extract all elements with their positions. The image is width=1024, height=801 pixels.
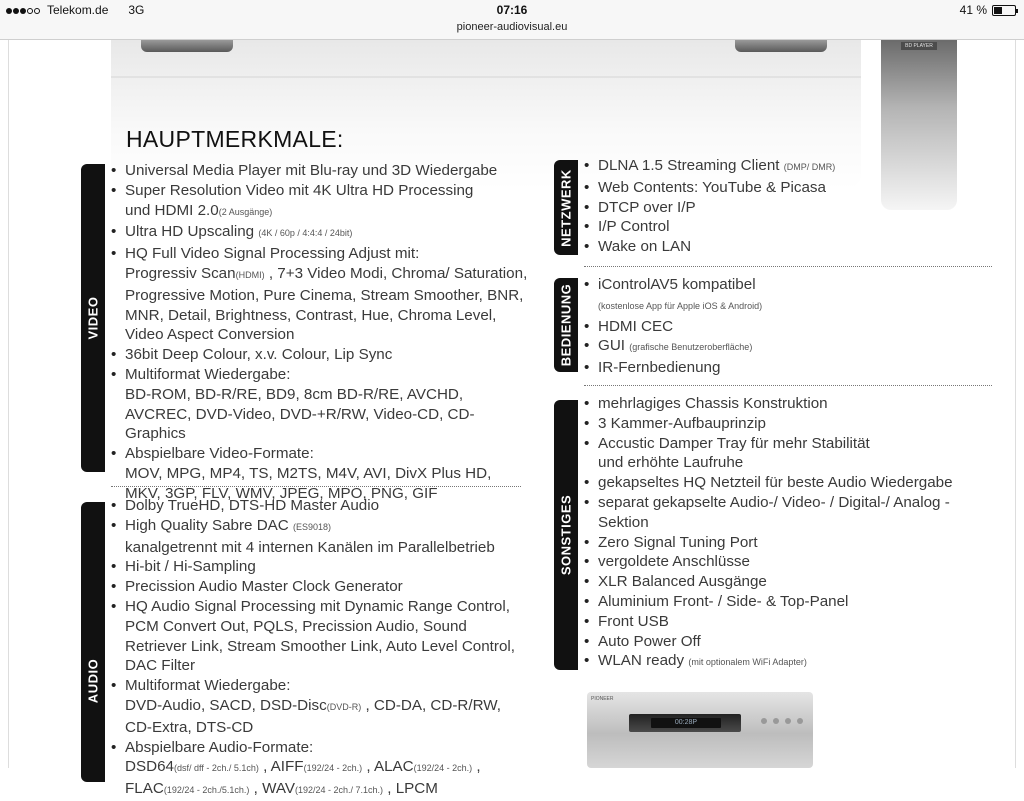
feature-text: Abspielbare Audio-Formate: [125, 738, 314, 756]
feature-item [111, 365, 531, 444]
video-feature-list [111, 161, 531, 504]
feature-item [111, 222, 531, 244]
tab-sonstiges-label: SONSTIGES [558, 494, 574, 576]
feature-note: (ES9018) [293, 521, 332, 532]
feature-note: (192/24 - 2ch./ 7.1ch.) [294, 785, 384, 796]
hero-line [111, 76, 861, 78]
player-buttons [761, 718, 803, 724]
feature-item [111, 676, 531, 737]
sonstiges-feature-list [584, 394, 984, 673]
feature-text: iControlAV5 kompatibel [598, 276, 756, 293]
product-photo-player [587, 692, 813, 768]
divider-netzwerk-bedienung [584, 266, 992, 267]
feature-text: , ALAC [366, 758, 414, 776]
player-foot-left [141, 40, 233, 52]
feature-text: WLAN ready [598, 652, 685, 670]
netzwerk-feature-list [584, 156, 984, 257]
divider-bedienung-sonstiges [584, 385, 992, 386]
feature-continuation [125, 385, 531, 444]
feature-item [111, 444, 531, 503]
tab-video-label: VIDEO [85, 296, 101, 340]
clock: 07:16 [496, 3, 528, 17]
feature-item [584, 394, 984, 414]
feature-text: DSD64 [125, 758, 174, 776]
battery-icon [992, 5, 1016, 16]
feature-continuation [125, 538, 531, 558]
feature-text: Hi-bit / Hi-Sampling [125, 558, 256, 576]
feature-item [111, 161, 531, 181]
feature-item [111, 345, 531, 365]
feature-text: , [476, 758, 481, 776]
url-text: pioneer-audiovisual.eu [456, 21, 568, 33]
feature-text: Auto Power Off [598, 632, 701, 650]
feature-note: (mit optionalem WiFi Adapter) [688, 657, 807, 668]
feature-text: Accustic Damper Tray für mehr Stabilität [598, 434, 870, 452]
feature-text: Super Resolution Video mit 4K Ultra HD Processing [125, 181, 474, 199]
feature-text: und HDMI 2.0 [125, 201, 219, 219]
feature-text: , LPCM [387, 780, 438, 798]
feature-text: Dolby TrueHD, DTS-HD Master Audio [125, 497, 380, 514]
feature-text: High Quality Sabre DAC [125, 516, 289, 534]
feature-note: (DMP/ DMR) [783, 162, 836, 172]
feature-text: Ultra HD Upscaling [125, 223, 255, 241]
feature-note: (192/24 - 2ch./5.1ch.) [163, 785, 250, 796]
feature-item [584, 612, 984, 632]
feature-note: (grafische Benutzeroberfläche) [629, 342, 753, 353]
feature-text: Multiformat Wiedergabe: [125, 365, 291, 383]
feature-text: Front USB [598, 612, 669, 630]
player-foot-right [735, 40, 827, 52]
feature-text: mehrlagiges Chassis Konstruktion [598, 395, 828, 412]
feature-item [584, 592, 984, 612]
feature-item [584, 198, 984, 218]
feature-text: 3 Kammer-Aufbauprinzip [598, 414, 766, 432]
feature-text: kanalgetrennt mit 4 internen Kanälen im Parallelbetrieb [125, 538, 495, 556]
feature-item [584, 632, 984, 652]
feature-text: HQ Full Video Signal Processing Adjust mit: [125, 245, 420, 263]
address-bar[interactable] [0, 20, 1024, 40]
player-display: 00:28P [651, 718, 721, 728]
feature-item [111, 557, 531, 577]
feature-item [584, 572, 984, 592]
feature-item [584, 156, 984, 178]
tab-audio-label: AUDIO [85, 658, 101, 704]
tab-bedienung [554, 278, 578, 372]
feature-text: GUI [598, 337, 626, 355]
feature-text: BD-ROM, BD-R/RE, BD9, 8cm BD-R/RE, AVCHD, AVCREC, DVD-Video, DVD-+R/RW, Video-CD, CD-Graphics [125, 385, 475, 443]
feature-text: DLNA 1.5 Streaming Client [598, 157, 780, 174]
carrier-name: Telekom.de [47, 3, 109, 17]
feature-text: gekapseltes HQ Netzteil für beste Audio Wiedergabe [598, 474, 953, 492]
feature-continuation [125, 264, 531, 345]
tab-audio [81, 502, 105, 782]
feature-text: Multiformat Wiedergabe: [125, 677, 291, 695]
feature-item [111, 516, 531, 558]
feature-item [584, 552, 984, 572]
feature-text: Aluminium Front- / Side- & Top-Panel [598, 592, 849, 610]
feature-text: 36bit Deep Colour, x.v. Colour, Lip Sync [125, 346, 393, 364]
feature-note: (DVD-R) [326, 701, 362, 712]
feature-text: XLR Balanced Ausgänge [598, 573, 767, 591]
tab-netzwerk [554, 160, 578, 255]
feature-text: DTCP over I/P [598, 198, 696, 216]
feature-item [584, 493, 984, 533]
feature-text: HQ Audio Signal Processing mit Dynamic Range Control, PCM Convert Out, PQLS, Precission Audio, Sound Retriever Link, Stream Smoother Link, Auto Level Control, DAC Filter [125, 597, 515, 675]
feature-text: und erhöhte Laufruhe [598, 454, 744, 472]
disc-tray [629, 714, 741, 732]
feature-item [584, 473, 984, 493]
feature-text: , CD-DA, CD-R/RW, CD-Extra, DTS-CD [125, 696, 501, 736]
divider-video-audio [111, 486, 521, 487]
feature-item [584, 237, 984, 257]
tab-bedienung-label: BEDIENUNG [558, 283, 574, 367]
feature-item [584, 178, 984, 198]
feature-text: separat gekapselte Audio-/ Video- / Digital-/ Analog - Sektion [598, 493, 950, 531]
feature-continuation [125, 201, 531, 223]
feature-text: Abspielbare Video-Formate: [125, 445, 314, 463]
remote-label: BD PLAYER [901, 42, 937, 50]
feature-text: IR-Fernbedienung [598, 359, 721, 377]
feature-item [111, 597, 531, 676]
feature-note: (2 Ausgänge) [218, 206, 273, 217]
feature-text: Wake on LAN [598, 238, 692, 256]
feature-item [111, 738, 531, 801]
feature-item [584, 414, 984, 434]
feature-item [584, 336, 984, 358]
status-bar [0, 0, 1024, 20]
tab-netzwerk-label: NETZWERK [558, 168, 574, 247]
feature-continuation [598, 453, 984, 473]
feature-text: Universal Media Player mit Blu-ray und 3D Wiedergabe [125, 162, 498, 179]
feature-item [584, 434, 984, 474]
feature-note: (kostenlose App für Apple iOS & Android) [598, 300, 763, 311]
feature-text: MOV, MPG, MP4, TS, M2TS, M4V, AVI, DivX Plus HD, MKV, 3GP, FLV, WMV, JPEG, MPO, PNG, GIF [125, 464, 492, 502]
feature-text: HDMI CEC [598, 317, 674, 335]
feature-text: FLAC [125, 780, 164, 798]
feature-item [584, 651, 984, 673]
feature-item [111, 181, 531, 223]
feature-text: , AIFF [263, 758, 304, 776]
feature-item [111, 496, 531, 516]
feature-item [584, 275, 984, 317]
tab-video [81, 164, 105, 472]
feature-item [584, 358, 984, 378]
feature-text: , WAV [253, 780, 295, 798]
feature-note: (dsf/ dff - 2ch./ 5.1ch) [173, 763, 259, 774]
feature-item [111, 577, 531, 597]
feature-text: Web Contents: YouTube & Picasa [598, 178, 826, 196]
feature-item [584, 217, 984, 237]
feature-item [111, 244, 531, 345]
feature-text: , 7+3 Video Modi, Chroma/ Saturation, Progressive Motion, Pure Cinema, Stream Smoother, BNR, MNR, Detail, Brightness, Contrast, Hue, Chroma Level, Video Aspect Conversion [125, 264, 528, 344]
feature-text: Progressiv Scan [125, 264, 236, 282]
audio-feature-list [111, 496, 531, 801]
feature-continuation [598, 295, 984, 317]
feature-continuation [125, 757, 531, 801]
feature-note: (4K / 60p / 4:4:4 / 24bit) [258, 228, 353, 239]
player-brand: PIONEER [591, 696, 614, 702]
tab-sonstiges [554, 400, 578, 670]
page-title: HAUPTMERKMALE: [126, 126, 344, 152]
feature-note: (192/24 - 2ch.) [303, 763, 363, 774]
feature-text: vergoldete Anschlüsse [598, 553, 750, 571]
feature-text: I/P Control [598, 218, 670, 236]
network-type: 3G [128, 3, 145, 17]
feature-text: DVD-Audio, SACD, DSD-Disc [125, 696, 327, 714]
feature-note: (HDMI) [235, 269, 265, 280]
bedienung-feature-list [584, 275, 984, 378]
web-page[interactable] [8, 40, 1016, 798]
feature-note: (192/24 - 2ch.) [413, 763, 473, 774]
feature-continuation [125, 696, 531, 738]
feature-text: Precission Audio Master Clock Generator [125, 578, 403, 596]
battery-percent: 41 % [959, 3, 987, 17]
feature-item [584, 533, 984, 553]
feature-text: Zero Signal Tuning Port [598, 533, 758, 551]
feature-item [584, 317, 984, 337]
